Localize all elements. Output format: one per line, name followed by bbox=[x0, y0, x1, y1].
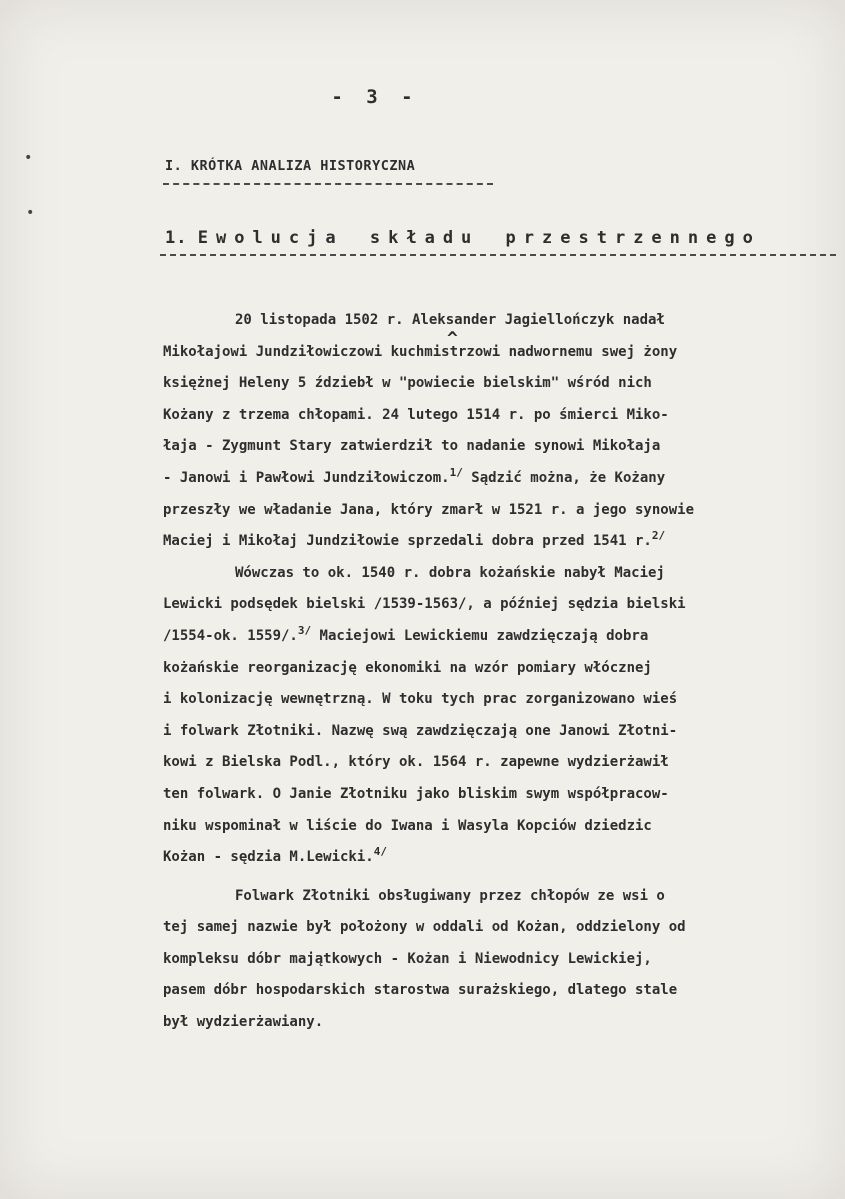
section-word: Ewolucja bbox=[197, 228, 344, 248]
text-line: Kożany z trzema chłopami. 24 lutego 1514 r. po śmierci Miko- bbox=[163, 406, 669, 423]
text-line: ten folwark. O Janie Złotniku jako bliskim swym współpracow- bbox=[163, 785, 669, 802]
text-line: kowi z Bielska Podl., który ok. 1564 r. zapewne wydzierżawił bbox=[163, 754, 669, 771]
text-line: był wydzierżawiany. bbox=[163, 1014, 324, 1031]
text-line-content: Maciejowi Lewickiemu zawdzięczają dobra bbox=[319, 627, 649, 644]
text-line-content: Sądzić można, że Kożany bbox=[471, 469, 666, 486]
text-line: Lewicki podsędek bielski /1539-1563/, a później sędzia bielski bbox=[163, 596, 686, 613]
footnote-ref: 2/ bbox=[651, 529, 666, 543]
text-line: i kolonizację wewnętrzną. W toku tych prac zorganizowano wieś bbox=[163, 691, 678, 708]
text-line: i folwark Złotniki. Nazwę swą zawdzięczają one Janowi Złotni- bbox=[163, 722, 678, 739]
text-line: 20 listopada 1502 r. Aleksander Jagiellończyk nadał bbox=[235, 312, 665, 328]
text-line bbox=[163, 621, 833, 653]
footnote-ref: 3/ bbox=[297, 623, 312, 637]
text-line: Folwark Złotniki obsługiwany przez chłopów ze wsi o bbox=[235, 887, 665, 904]
text-line: przeszły we władanie Jana, który zmarł w 1521 r. a jego synowie bbox=[163, 501, 695, 518]
chapter-title-underline bbox=[163, 183, 493, 185]
section-word: przestrzennego bbox=[505, 228, 761, 248]
text-line-content: Kożan - sędzia M.Lewicki. bbox=[163, 849, 374, 866]
margin-dot: • bbox=[26, 205, 35, 221]
text-line: łaja - Zygmunt Stary zatwierdził to nadanie synowi Mikołaja bbox=[163, 438, 661, 455]
page-number: - 3 - bbox=[331, 86, 419, 108]
text-line-content: Mikołajowi Jundziłowiczowi kuchmistrzowi nadwornemu swej żony bbox=[163, 343, 678, 360]
text-line bbox=[163, 327, 833, 369]
text-line bbox=[163, 526, 833, 558]
text-line bbox=[163, 463, 833, 495]
footnote-ref: 4/ bbox=[373, 845, 387, 859]
margin-dot: • bbox=[24, 150, 33, 166]
text-line-content: - Janowi i Pawłowi Jundziłowiczom. bbox=[163, 469, 450, 486]
chapter-title: I. KRÓTKA ANALIZA HISTORYCZNA bbox=[165, 158, 416, 174]
text-line bbox=[163, 842, 833, 874]
text-line-content: Maciej i Mikołaj Jundziłowie sprzedali dobra przed 1541 r. bbox=[163, 533, 652, 550]
section-number: 1. bbox=[165, 228, 188, 248]
body-text bbox=[163, 305, 833, 1039]
text-line: Wówczas to ok. 1540 r. dobra kożańskie nabył Maciej bbox=[235, 564, 665, 581]
text-line: księżnej Heleny 5 ździebł w "powiecie bielskim" wśród nich bbox=[163, 375, 652, 392]
text-line-content: /1554-ok. 1559/. bbox=[163, 627, 298, 644]
text-line: pasem dóbr hospodarskich starostwa surażskiego, dlatego stale bbox=[163, 982, 678, 999]
text-line: kompleksu dóbr majątkowych - Kożan i Niewodnicy Lewickiej, bbox=[163, 950, 652, 967]
footnote-ref: 1/ bbox=[449, 465, 463, 479]
section-title bbox=[165, 228, 777, 248]
section-word: składu bbox=[369, 228, 480, 248]
paragraph-gap bbox=[163, 874, 833, 881]
section-title-underline bbox=[160, 254, 836, 256]
text-line: niku wspominał w liście do Iwana i Wasyla Kopciów dziedzic bbox=[163, 817, 652, 834]
text-line: kożańskie reorganizację ekonomiki na wzór pomiary włócznej bbox=[163, 659, 652, 676]
text-line: tej samej nazwie był położony w oddali od Kożan, oddzielony od bbox=[163, 919, 686, 936]
handwritten-caret-mark: ^ bbox=[447, 327, 458, 349]
